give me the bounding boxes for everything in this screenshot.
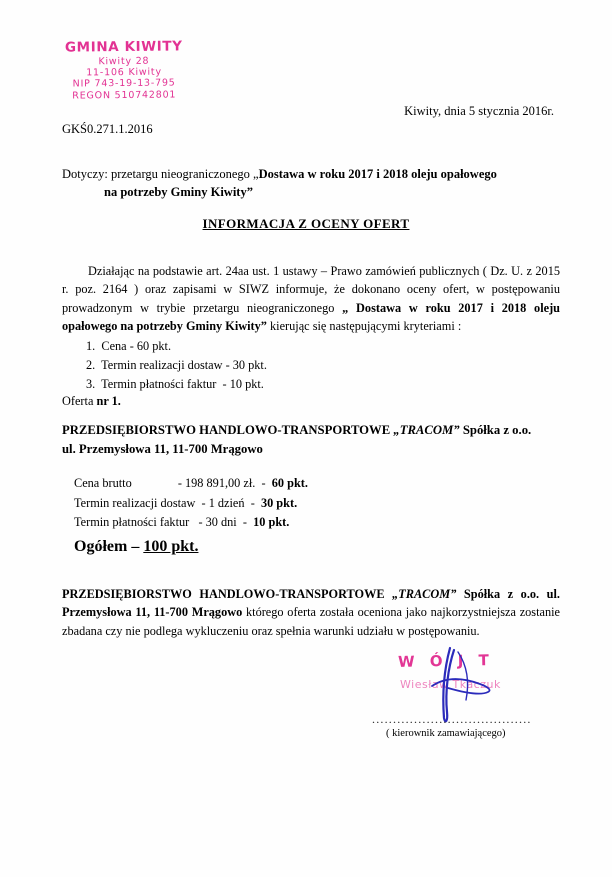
table-row [74,513,308,533]
table-row [74,474,308,494]
score-label-3: Termin płatności faktur - 30 dni - [74,515,254,530]
intro-paragraph-part2: kierując się następującymi kryteriami : [266,319,462,334]
place-and-date: Kiwity, dnia 5 stycznia 2016r. [404,104,554,118]
company-name-brand: „TRACOM” [393,423,460,437]
list-item: 1. Cena - 60 pkt. [86,339,172,353]
stamp-line-4: REGON 510742801 [72,88,177,102]
reference-number: GKŚ0.271.1.2016 [62,122,153,136]
closing-paragraph [62,585,560,640]
company-name-part2: Spółka z o.o. [459,423,532,437]
stamp-line-2: 11-106 Kiwity [86,66,162,79]
company-name-part1: PRZEDSIĘBIORSTWO HANDLOWO-TRANSPORTOWE [62,423,394,437]
closing-company-part2: Spółka z o.o. ul. Przemysłowa 11, 11-700 Mrągowo [62,587,560,620]
signature-line: ...................................... [372,712,532,726]
score-label-2: Termin realizacji dostaw - 1 dzień - [74,495,261,510]
closing-rest: którego oferta została oceniona jako najkorzystniejsza zostanie zbadana czy nie podlega wykluczeniu oraz spełnia warunki udziału w postępowaniu. [62,605,560,638]
closing-company-brand: „TRACOM” [392,587,457,601]
company-block [62,421,560,459]
stamp-line-3: NIP 743-19-13-795 [72,77,176,90]
subject-bold-2: na potrzeby Gminy Kiwity” [104,185,253,200]
offer-label [62,394,121,409]
subject-prefix: Dotyczy: przetargu nieograniczonego „ [62,167,259,181]
intro-paragraph-bold: „ Dostawa w roku 2017 i 2018 oleju opałowego na potrzeby Gminy Kiwity” [62,300,561,334]
signature-caption: ( kierownik zamawiającego) [386,728,506,739]
intro-paragraph [62,262,560,336]
score-points-1: 60 pkt. [271,476,308,490]
intro-paragraph-part1: Działając na podstawie art. 24aa ust. 1 ustawy – Prawo zamówień publicznych ( Dz. U. z 2015 r. poz. 2164 ) oraz zapisami w SIWZ informuje, że dokonano oceny ofert, w postępowaniu prowadzonym w trybie przetargu nieograniczonego [62,264,560,315]
score-points-2: 30 pkt. [260,495,298,510]
score-table [74,474,308,533]
offer-label-text: Oferta [62,394,97,408]
signature-title: W Ó J T [397,651,494,671]
list-item: 3. Termin płatności faktur - 10 pkt. [86,377,264,392]
signature-name: Wiesław Tkaczuk [400,678,501,691]
table-row [74,494,308,514]
list-item: 2. Termin realizacji dostaw - 30 pkt. [86,358,267,373]
total-score [74,538,198,556]
score-label-1: Cena brutto - 198 891,00 zł. - [74,476,272,490]
total-label: Ogółem – [74,538,144,555]
closing-company-part1: PRZEDSIĘBIORSTWO HANDLOWO-TRANSPORTOWE [62,587,393,601]
company-address: ul. Przemysłowa 11, 11-700 Mrągowo [62,442,263,457]
criteria-list [86,337,267,394]
stamp-line-1: Kiwity 28 [98,55,150,68]
subject-block [62,165,557,201]
stamp-title: GMINA KIWITY [64,38,183,56]
offer-label-number: nr 1. [96,394,121,408]
office-stamp [44,39,205,101]
subject-bold-1: Dostawa w roku 2017 i 2018 oleju opałowego [258,167,497,181]
page-title: INFORMACJA Z OCENY OFERT [202,216,410,231]
score-points-3: 10 pkt. [253,515,290,530]
total-value: 100 pkt. [143,538,199,555]
